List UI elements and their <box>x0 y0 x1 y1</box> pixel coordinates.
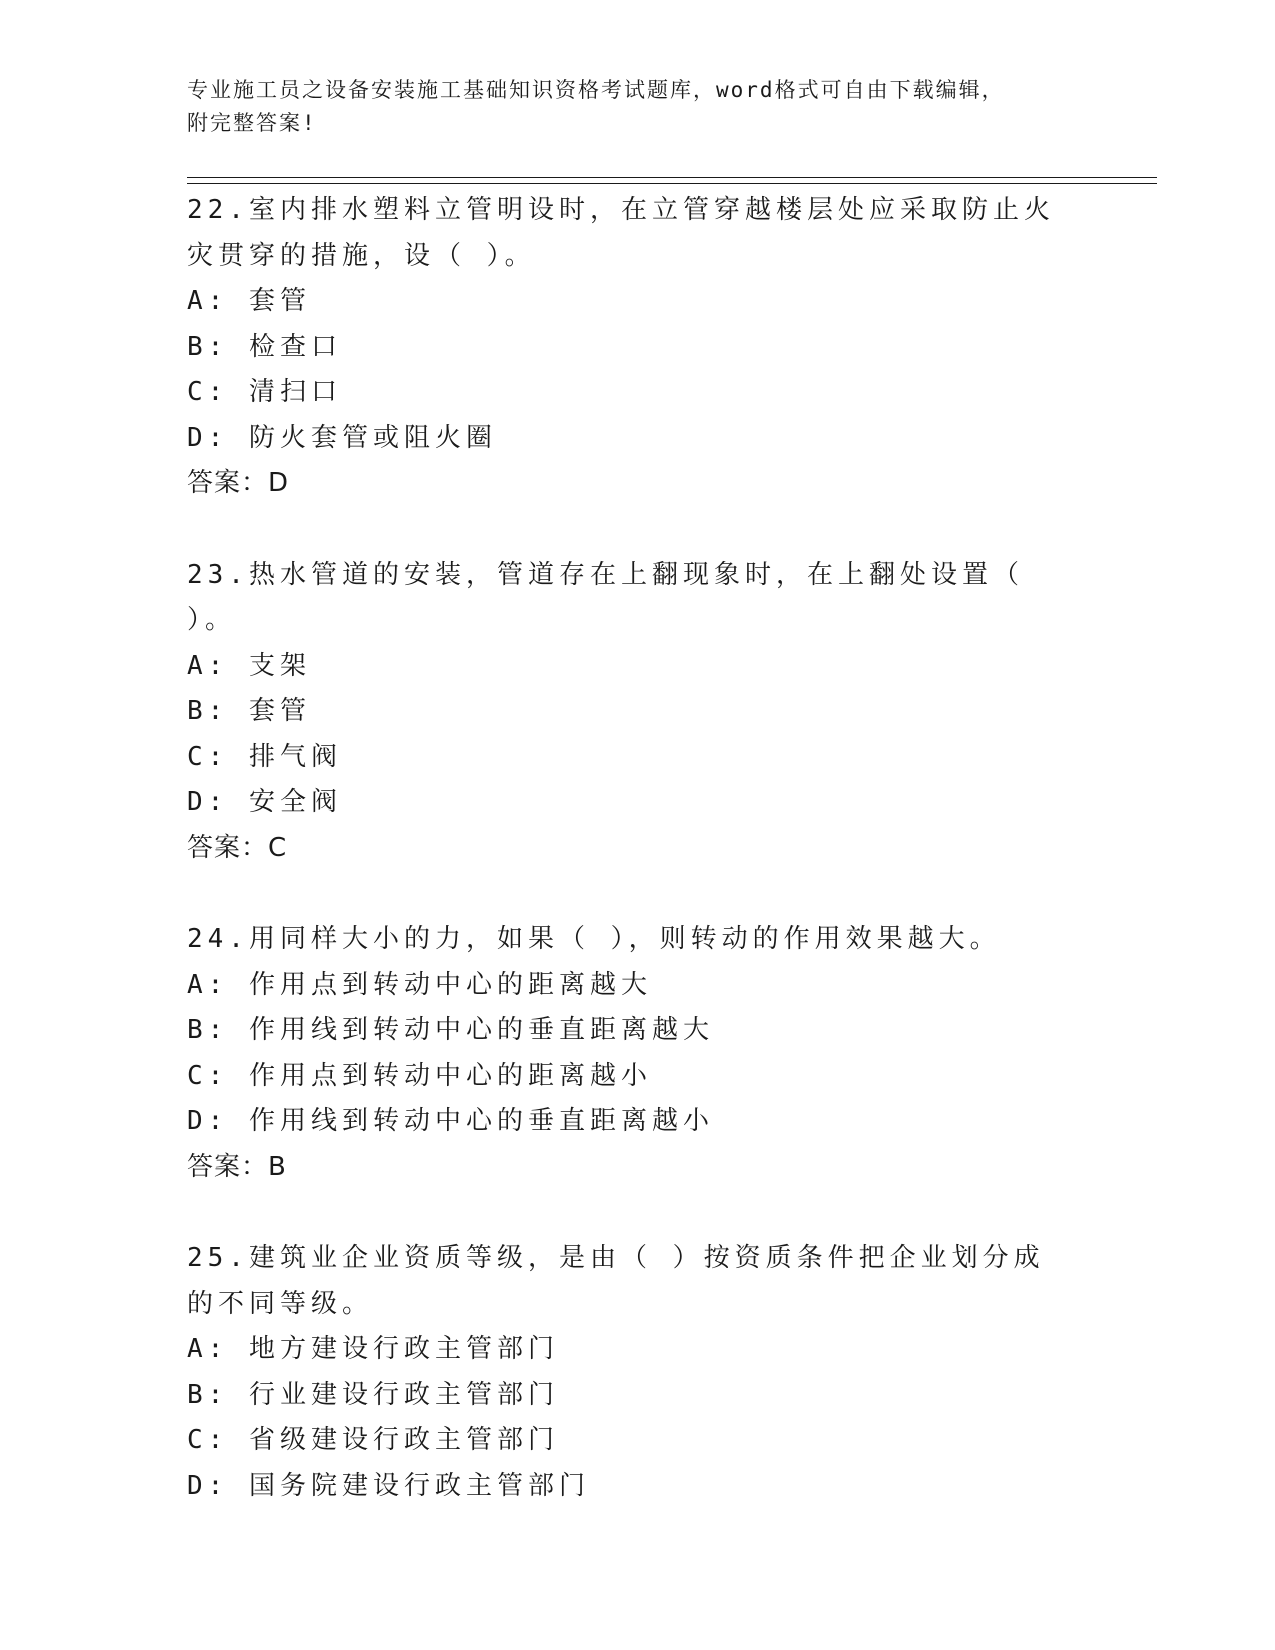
option-a: A: 地方建设行政主管部门 <box>187 1334 559 1364</box>
option-b: B: 作用线到转动中心的垂直距离越大 <box>187 1015 714 1045</box>
question-23 <box>187 553 1087 872</box>
option-a: A: 支架 <box>187 650 311 681</box>
option-c: C: 省级建设行政主管部门 <box>187 1425 559 1455</box>
header-divider-top <box>187 177 1157 178</box>
option-a: A: 套管 <box>187 286 311 316</box>
header-line-2: 附完整答案! <box>187 111 317 135</box>
option-a: A: 作用点到转动中心的距离越大 <box>187 969 652 1000</box>
option-c: C: 作用点到转动中心的距离越小 <box>187 1060 652 1091</box>
question-list <box>187 188 1087 1509</box>
question-stem: 25.建筑业企业资质等级，是由（ ）按资质条件把企业划分成的不同等级。 <box>187 1243 1045 1319</box>
question-25 <box>187 1236 1087 1509</box>
question-22 <box>187 188 1087 507</box>
answer-line: 答案：D <box>187 468 290 498</box>
header-line-1: 专业施工员之设备安装施工基础知识资格考试题库，word格式可自由下载编辑， <box>187 78 1005 102</box>
option-c: C: 排气阀 <box>187 741 342 772</box>
option-b: B: 检查口 <box>187 331 342 362</box>
option-d: D: 作用线到转动中心的垂直距离越小 <box>187 1106 714 1136</box>
option-d: D: 防火套管或阻火圈 <box>187 422 497 453</box>
question-stem: 22.室内排水塑料立管明设时，在立管穿越楼层处应采取防止火灾贯穿的措施，设（ ）。 <box>187 195 1055 271</box>
question-24 <box>187 917 1087 1190</box>
question-stem: 23.热水管道的安装，管道存在上翻现象时，在上翻处设置（ ）。 <box>187 559 1045 635</box>
option-c: C: 清扫口 <box>187 377 342 407</box>
question-stem: 24.用同样大小的力，如果（ ），则转动的作用效果越大。 <box>187 924 1001 954</box>
document-header <box>187 74 1087 140</box>
option-b: B: 套管 <box>187 696 311 726</box>
option-d: D: 国务院建设行政主管部门 <box>187 1470 590 1501</box>
answer-line: 答案：C <box>187 832 288 863</box>
answer-line: 答案：B <box>187 1151 287 1182</box>
option-b: B: 行业建设行政主管部门 <box>187 1379 559 1410</box>
option-d: D: 安全阀 <box>187 787 342 817</box>
header-divider-bottom <box>187 183 1157 184</box>
